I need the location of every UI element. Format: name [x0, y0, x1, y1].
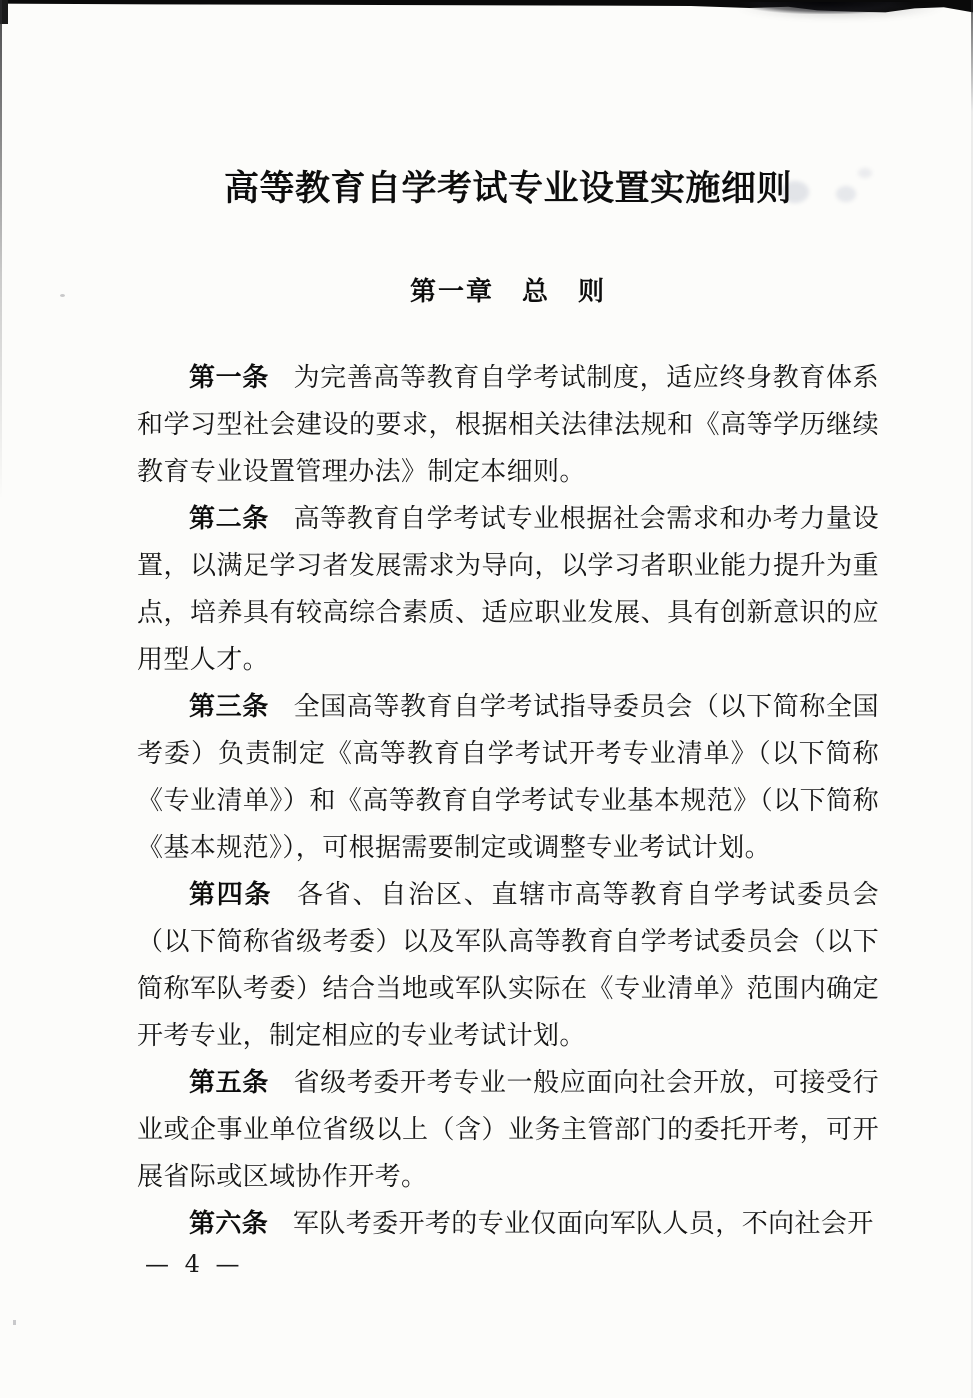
document-body — [137, 355, 879, 1248]
article-1 — [137, 355, 879, 496]
article-1-text: 为完善高等教育自学考试制度，适应终身教育体系和学习型社会建设的要求，根据相关法律法规和《高等学历继续教育专业设置管理办法》制定本细则。 — [137, 363, 879, 487]
article-2-text: 高等教育自学考试专业根据社会需求和办考力量设置，以满足学习者发展需求为导向，以学习者职业能力提升为重点，培养具有较高综合素质、适应职业发展、具有创新意识的应用型人才。 — [137, 504, 879, 675]
article-4-text: 各省、自治区、直辖市高等教育自学考试委员会（以下简称省级考委）以及军队高等教育自学考试委员会（以下简称军队考委）结合当地或军队实际在《专业清单》范围内确定开考专业，制定相应的专业考试计划。 — [137, 880, 879, 1051]
scan-speck — [60, 294, 65, 297]
article-6 — [137, 1201, 879, 1248]
article-3-label: 第三条 — [189, 692, 269, 722]
article-4 — [137, 872, 879, 1060]
chapter-heading: 第一章 总 则 — [409, 277, 606, 307]
article-2-label: 第二条 — [189, 504, 269, 534]
article-4-label: 第四条 — [189, 880, 273, 910]
article-5-label: 第五条 — [189, 1068, 269, 1098]
article-3-text: 全国高等教育自学考试指导委员会（以下简称全国考委）负责制定《高等教育自学考试开考专业清单》（以下简称《专业清单》）和《高等教育自学考试专业基本规范》（以下简称《基本规范》），可根据需要制定或调整专业考试计划。 — [137, 692, 879, 863]
article-3 — [137, 684, 879, 872]
article-2 — [137, 496, 879, 684]
scan-artifact-left-line — [0, 0, 2, 500]
page-number: — 4 — — [145, 1250, 244, 1278]
scan-speck — [13, 1320, 16, 1325]
article-6-text: 军队考委开考的专业仅面向军队人员，不向社会开 — [292, 1209, 874, 1239]
article-5-text: 省级考委开考专业一般应面向社会开放，可接受行业或企事业单位省级以上（含）业务主管部门的委托开考，可开展省际或区域协作开考。 — [137, 1068, 879, 1192]
article-5 — [137, 1060, 879, 1201]
article-1-label: 第一条 — [189, 363, 269, 393]
article-6-label: 第六条 — [189, 1209, 269, 1239]
document-title: 高等教育自学考试专业设置实施细则 — [223, 168, 792, 209]
document-content — [137, 0, 879, 1398]
